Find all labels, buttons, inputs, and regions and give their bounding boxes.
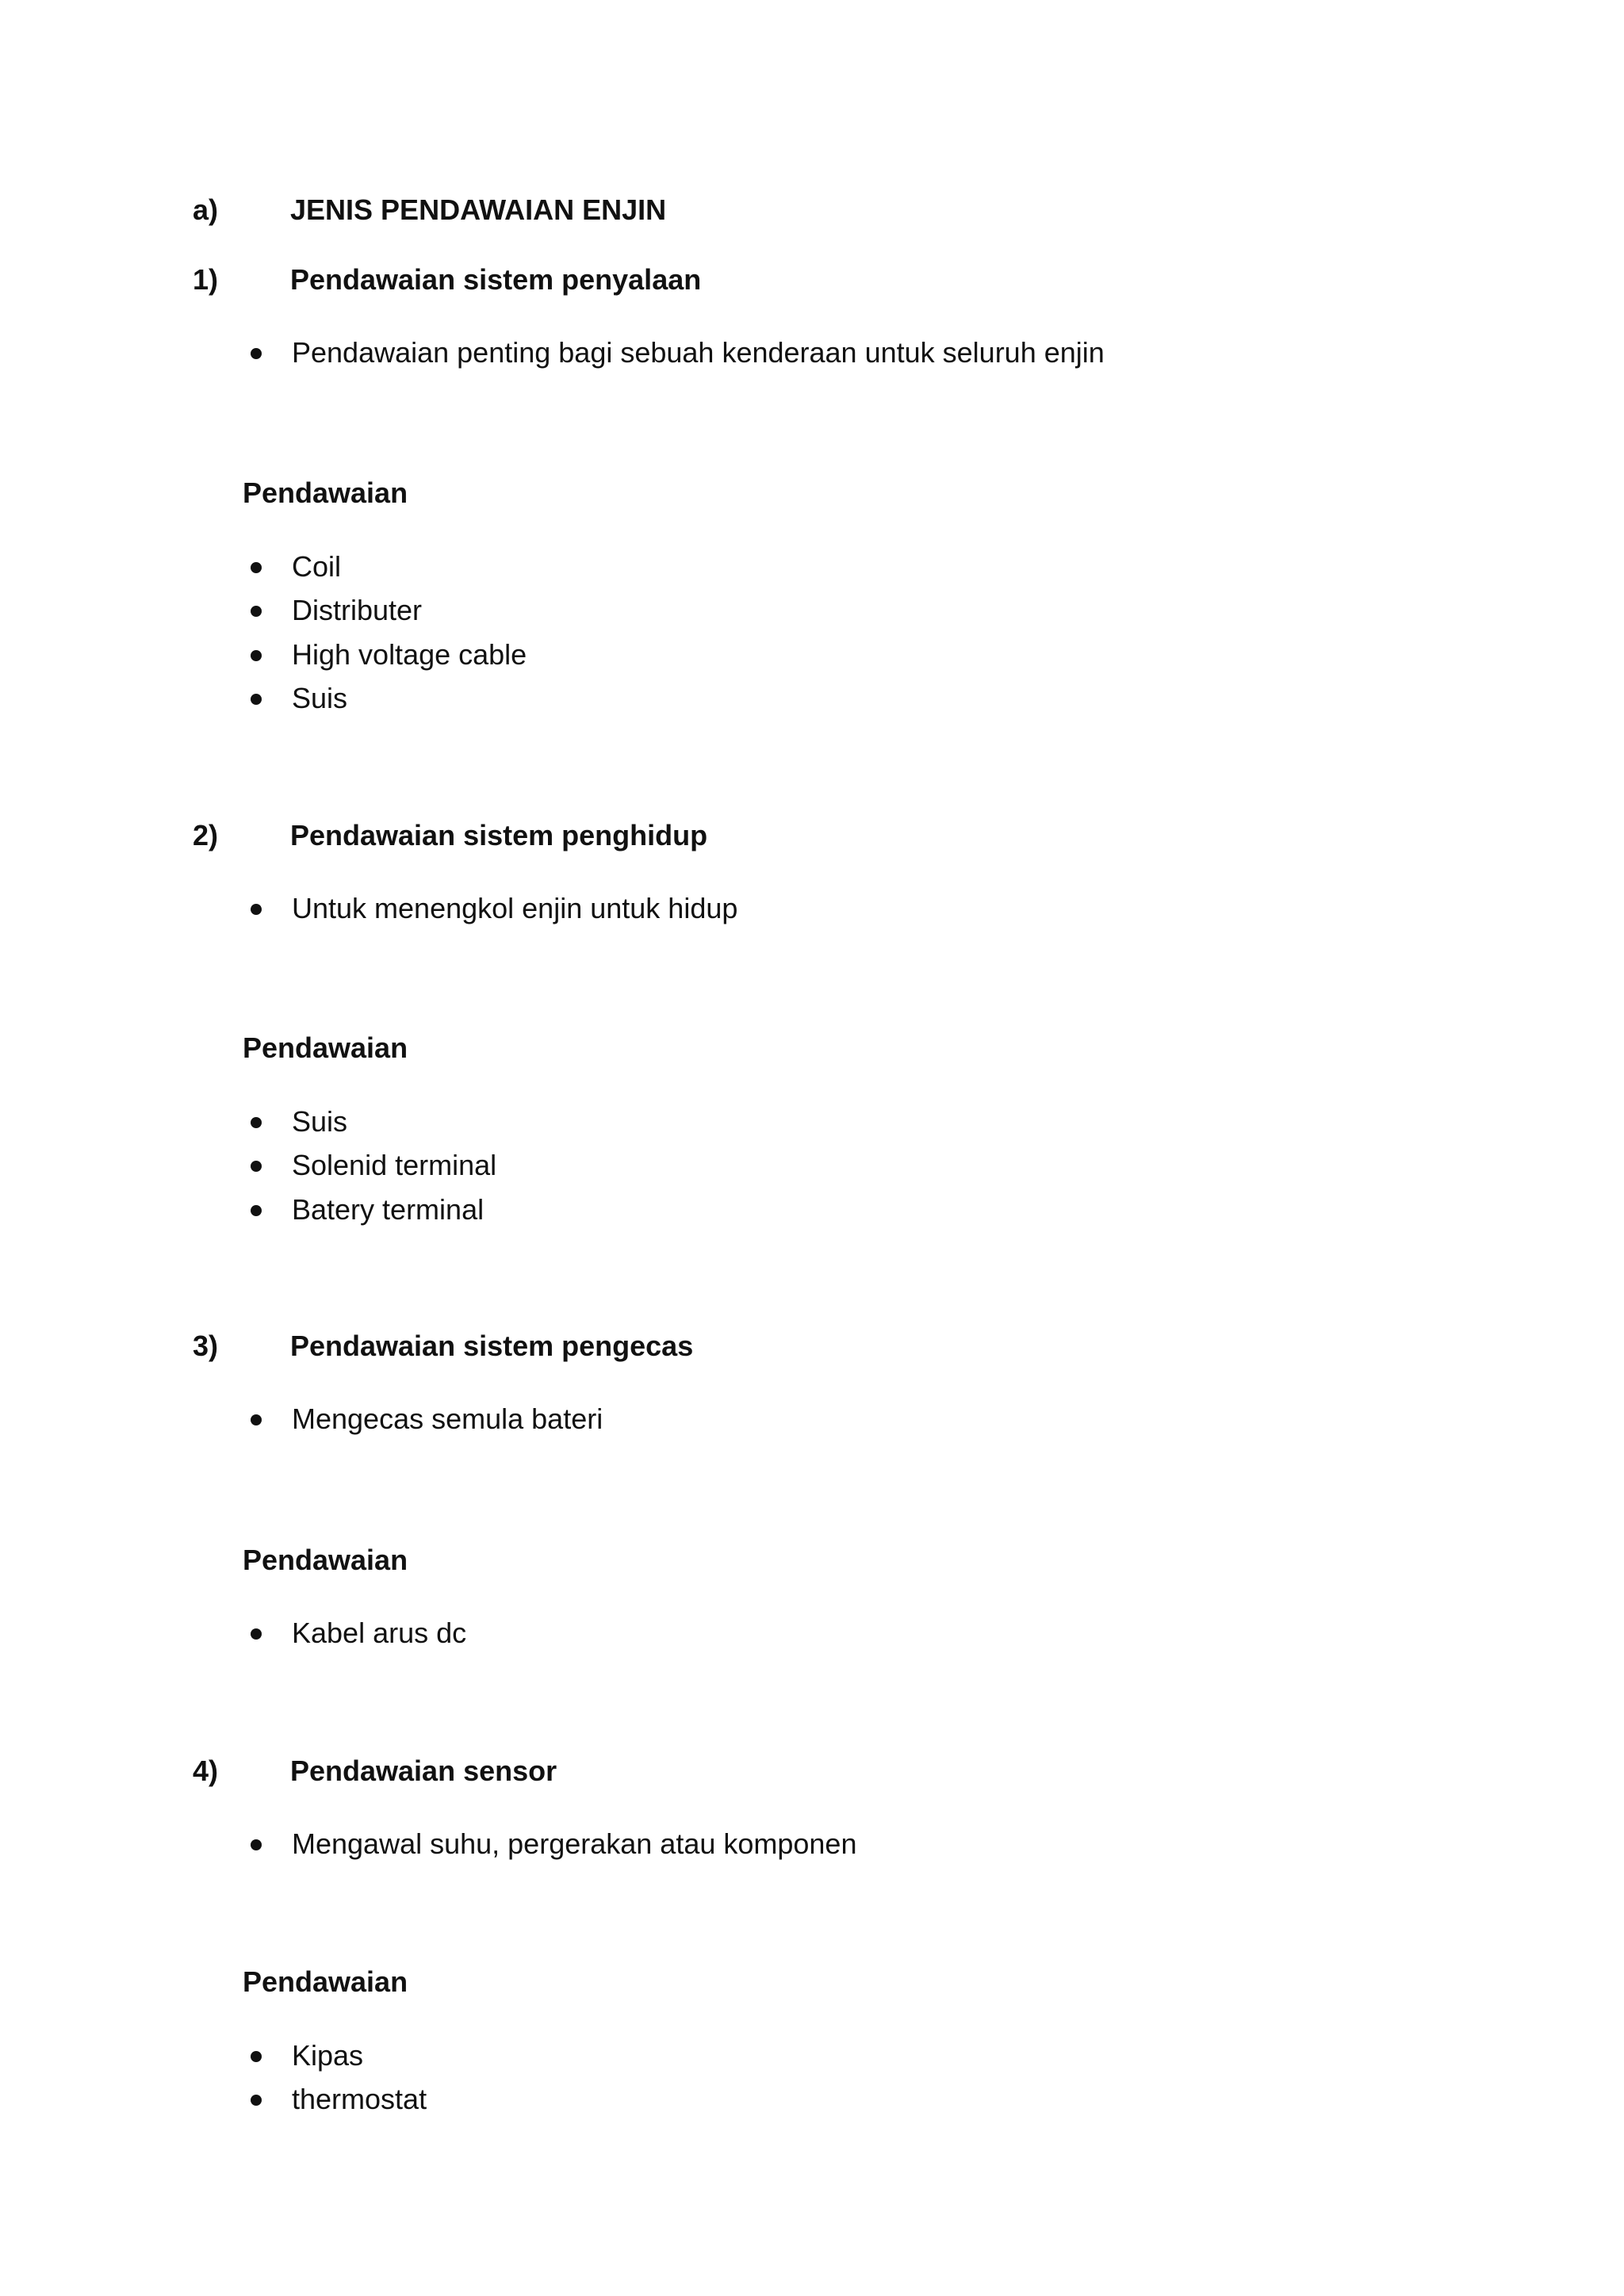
section-1-number: 1) xyxy=(193,263,219,296)
bullet-icon xyxy=(251,904,262,915)
bullet-icon xyxy=(251,2095,262,2106)
section-a-marker: a) xyxy=(193,193,219,226)
section-4-item: thermostat xyxy=(292,2083,427,2115)
section-3-description: Mengecas semula bateri xyxy=(292,1402,603,1435)
bullet-icon xyxy=(251,1205,262,1216)
section-1-item: Suis xyxy=(292,682,348,714)
bullet-icon xyxy=(251,650,262,661)
section-3-number: 3) xyxy=(193,1330,219,1362)
section-2-description: Untuk menengkol enjin untuk hidup xyxy=(292,892,738,924)
bullet-icon xyxy=(251,2051,262,2062)
section-2-item: Batery terminal xyxy=(292,1193,485,1226)
section-4-number: 4) xyxy=(193,1755,219,1787)
bullet-icon xyxy=(251,1161,262,1172)
section-1-sub-heading: Pendawaian xyxy=(243,476,408,509)
bullet-icon xyxy=(251,562,262,573)
bullet-icon xyxy=(251,694,262,705)
section-4-sub-heading: Pendawaian xyxy=(243,1965,408,1998)
section-4-title: Pendawaian sensor xyxy=(290,1755,557,1787)
section-2-item: Suis xyxy=(292,1105,348,1138)
section-2-item: Solenid terminal xyxy=(292,1149,497,1181)
section-3-sub-heading: Pendawaian xyxy=(243,1544,408,1576)
section-4-item: Kipas xyxy=(292,2039,364,2072)
bullet-icon xyxy=(251,1839,262,1850)
section-1-item: High voltage cable xyxy=(292,638,527,671)
section-1-title: Pendawaian sistem penyalaan xyxy=(290,263,702,296)
section-a-title: JENIS PENDAWAIAN ENJIN xyxy=(290,193,667,226)
section-3-item: Kabel arus dc xyxy=(292,1617,467,1649)
bullet-icon xyxy=(251,1414,262,1425)
bullet-icon xyxy=(251,1117,262,1128)
section-2-title: Pendawaian sistem penghidup xyxy=(290,819,708,851)
bullet-icon xyxy=(251,606,262,617)
bullet-icon xyxy=(251,348,262,359)
section-1-description: Pendawaian penting bagi sebuah kenderaan untuk seluruh enjin xyxy=(292,336,1105,369)
section-1-item: Distributer xyxy=(292,594,423,626)
section-3-title: Pendawaian sistem pengecas xyxy=(290,1330,694,1362)
section-2-sub-heading: Pendawaian xyxy=(243,1031,408,1064)
section-4-description: Mengawal suhu, pergerakan atau komponen xyxy=(292,1827,857,1860)
section-1-item: Coil xyxy=(292,550,342,583)
bullet-icon xyxy=(251,1628,262,1640)
section-2-number: 2) xyxy=(193,819,219,851)
